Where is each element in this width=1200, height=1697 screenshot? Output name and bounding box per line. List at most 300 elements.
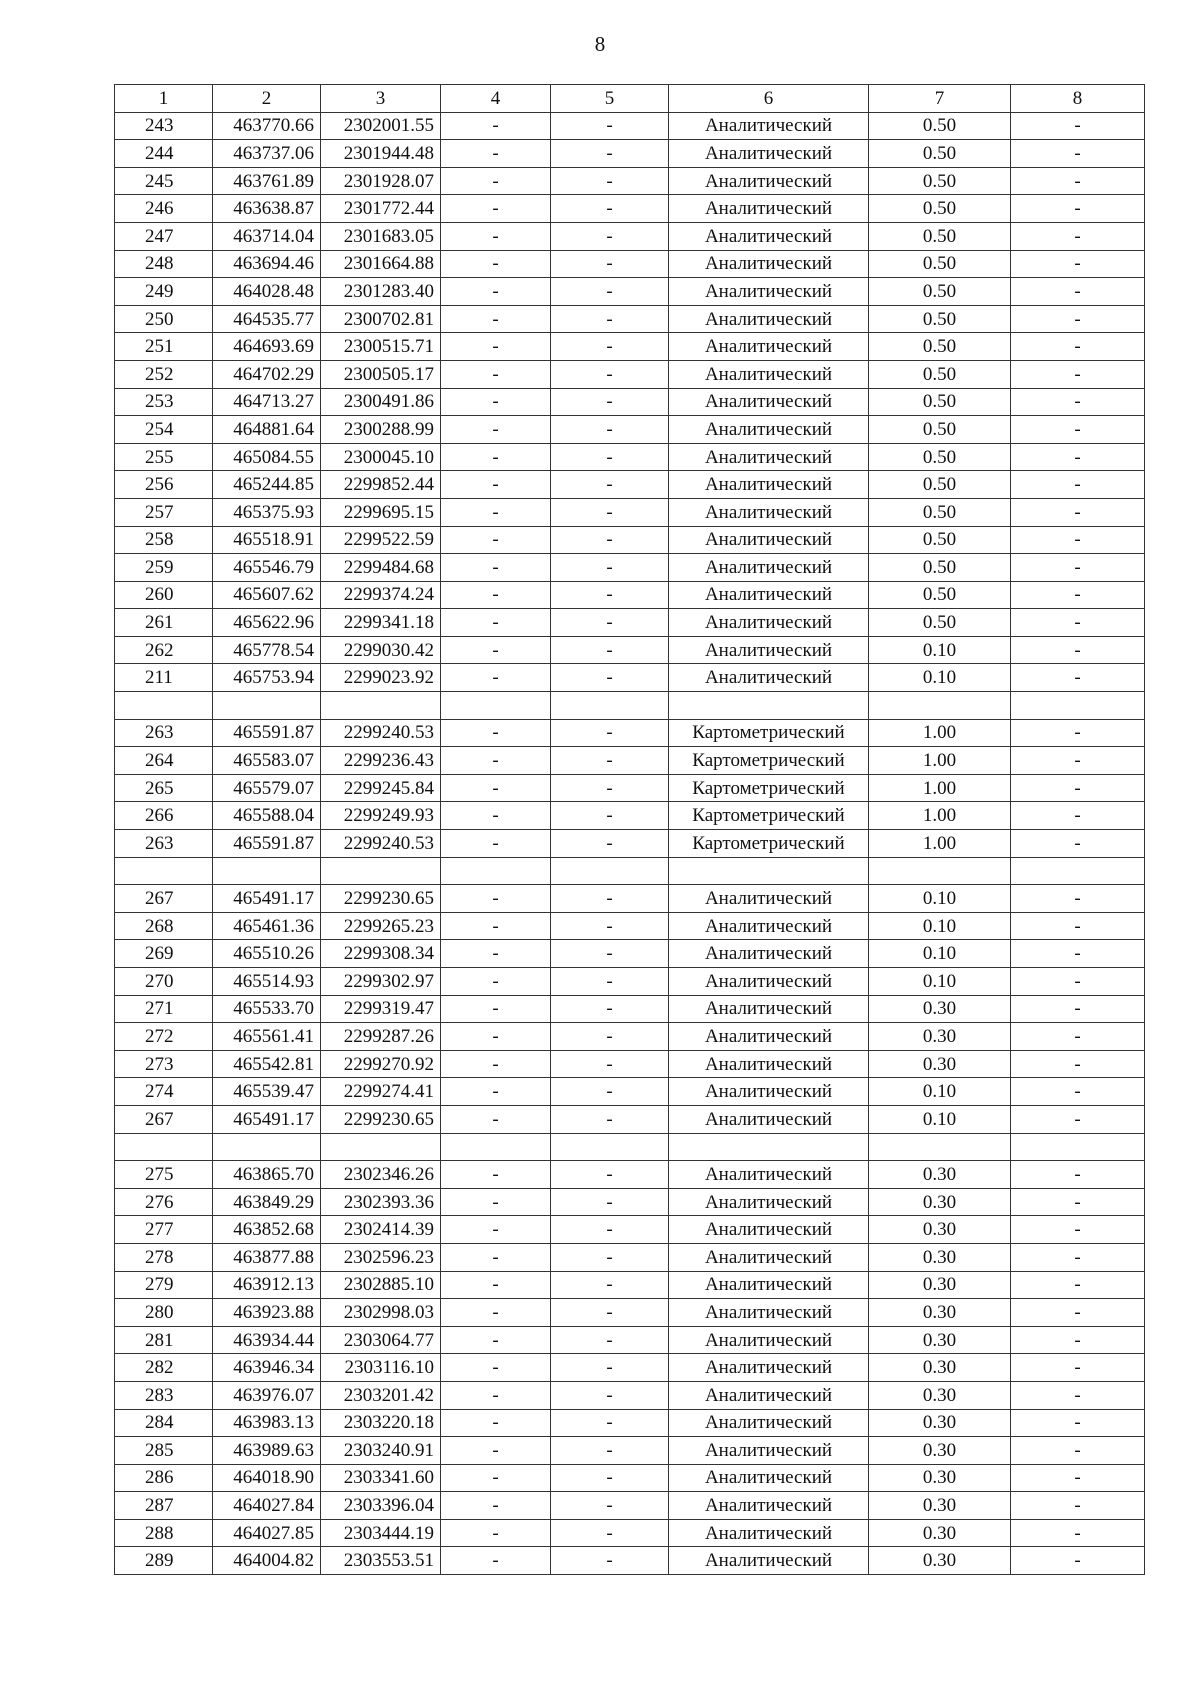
table-cell: 2303341.60 <box>321 1464 441 1492</box>
table-cell: 465518.91 <box>213 526 321 554</box>
table-cell: Картометрический <box>669 802 869 830</box>
table-cell: Аналитический <box>669 664 869 692</box>
table-cell: - <box>441 526 551 554</box>
table-row <box>115 912 1145 940</box>
table-cell: 2299308.34 <box>321 940 441 968</box>
table-cell: 263 <box>115 830 213 858</box>
table-row <box>115 1050 1145 1078</box>
table-cell: - <box>1011 471 1145 499</box>
table-cell: 2299319.47 <box>321 995 441 1023</box>
table-cell: - <box>1011 636 1145 664</box>
table-cell: Аналитический <box>669 112 869 140</box>
table-cell: - <box>441 167 551 195</box>
table-cell: Аналитический <box>669 498 869 526</box>
coordinates-table <box>114 84 1145 1575</box>
table-row <box>115 581 1145 609</box>
table-cell: 252 <box>115 360 213 388</box>
table-cell: - <box>1011 195 1145 223</box>
table-cell: - <box>1011 940 1145 968</box>
table-cell: - <box>1011 305 1145 333</box>
table-cell: 289 <box>115 1547 213 1575</box>
table-cell: 0.50 <box>869 554 1011 582</box>
table-cell: 2302001.55 <box>321 112 441 140</box>
table-cell: 0.50 <box>869 443 1011 471</box>
table-cell: - <box>1011 1381 1145 1409</box>
table-row <box>115 222 1145 250</box>
header-cell: 4 <box>441 85 551 113</box>
table-cell: - <box>551 609 669 637</box>
table-cell: 0.30 <box>869 1519 1011 1547</box>
table-cell: 2299287.26 <box>321 1023 441 1051</box>
table-cell: - <box>551 1105 669 1133</box>
table-cell: 0.30 <box>869 1354 1011 1382</box>
table-cell: 2299302.97 <box>321 968 441 996</box>
table-cell <box>115 1133 213 1161</box>
table-cell: - <box>551 1161 669 1189</box>
table-row <box>115 1519 1145 1547</box>
table-cell: 261 <box>115 609 213 637</box>
table-cell: 464693.69 <box>213 333 321 361</box>
table-cell: 463865.70 <box>213 1161 321 1189</box>
table-cell: - <box>441 1381 551 1409</box>
table-cell: 1.00 <box>869 830 1011 858</box>
table-cell: 262 <box>115 636 213 664</box>
table-cell: 211 <box>115 664 213 692</box>
table-cell: 0.10 <box>869 664 1011 692</box>
header-cell: 6 <box>669 85 869 113</box>
table-cell: Аналитический <box>669 1326 869 1354</box>
table-cell: 0.50 <box>869 581 1011 609</box>
table-cell: Аналитический <box>669 1381 869 1409</box>
table-cell: - <box>551 1464 669 1492</box>
table-cell: 0.50 <box>869 360 1011 388</box>
table-cell: - <box>1011 222 1145 250</box>
table-cell: - <box>1011 360 1145 388</box>
table-cell: 2300491.86 <box>321 388 441 416</box>
table-cell: - <box>441 912 551 940</box>
table-cell: 0.30 <box>869 1326 1011 1354</box>
table-row <box>115 664 1145 692</box>
table-cell: 2299484.68 <box>321 554 441 582</box>
table-cell: 2302393.36 <box>321 1188 441 1216</box>
table-cell: - <box>551 305 669 333</box>
table-cell: 287 <box>115 1492 213 1520</box>
table-cell: 463923.88 <box>213 1299 321 1327</box>
table-cell: 2299852.44 <box>321 471 441 499</box>
table-cell: 465084.55 <box>213 443 321 471</box>
table-cell: 463638.87 <box>213 195 321 223</box>
table-cell <box>551 857 669 885</box>
table-cell: - <box>1011 1464 1145 1492</box>
table-cell: 0.30 <box>869 1437 1011 1465</box>
table-cell: 0.30 <box>869 995 1011 1023</box>
table-cell: - <box>1011 1050 1145 1078</box>
table-row <box>115 774 1145 802</box>
table-cell: - <box>1011 443 1145 471</box>
table-row <box>115 250 1145 278</box>
table-cell: - <box>551 222 669 250</box>
table-cell: - <box>551 1492 669 1520</box>
table-cell: 465244.85 <box>213 471 321 499</box>
table-cell: 464004.82 <box>213 1547 321 1575</box>
table-row <box>115 1133 1145 1161</box>
table-cell: Аналитический <box>669 581 869 609</box>
table-cell: Аналитический <box>669 278 869 306</box>
table-cell: 465491.17 <box>213 885 321 913</box>
table-cell: Аналитический <box>669 609 869 637</box>
table-cell: - <box>551 885 669 913</box>
table-cell: Аналитический <box>669 968 869 996</box>
table-cell: 284 <box>115 1409 213 1437</box>
table-cell: Картометрический <box>669 719 869 747</box>
table-cell: 465539.47 <box>213 1078 321 1106</box>
table-row <box>115 1299 1145 1327</box>
header-cell: 7 <box>869 85 1011 113</box>
table-cell: - <box>551 719 669 747</box>
table-cell <box>1011 692 1145 720</box>
table-cell <box>115 692 213 720</box>
table-cell: 2301683.05 <box>321 222 441 250</box>
table-cell: 256 <box>115 471 213 499</box>
table-cell: 247 <box>115 222 213 250</box>
table-cell: - <box>551 443 669 471</box>
table-cell: - <box>551 940 669 968</box>
header-cell: 5 <box>551 85 669 113</box>
table-cell: - <box>441 360 551 388</box>
table-cell: 464702.29 <box>213 360 321 388</box>
table-cell: - <box>1011 554 1145 582</box>
table-cell: - <box>551 1188 669 1216</box>
table-cell: 2303116.10 <box>321 1354 441 1382</box>
table-cell: 2301283.40 <box>321 278 441 306</box>
table-cell: 464018.90 <box>213 1464 321 1492</box>
table-cell: - <box>441 968 551 996</box>
table-row <box>115 1547 1145 1575</box>
table-cell: 2303220.18 <box>321 1409 441 1437</box>
table-cell: 2302998.03 <box>321 1299 441 1327</box>
table-cell: - <box>1011 1243 1145 1271</box>
table-row <box>115 1492 1145 1520</box>
table-cell: Аналитический <box>669 1078 869 1106</box>
table-cell: 464881.64 <box>213 416 321 444</box>
table-cell: 2299023.92 <box>321 664 441 692</box>
table-cell: Аналитический <box>669 1409 869 1437</box>
table-cell: 283 <box>115 1381 213 1409</box>
table-cell: Аналитический <box>669 360 869 388</box>
table-cell: 464028.48 <box>213 278 321 306</box>
table-cell: - <box>551 1243 669 1271</box>
table-cell: - <box>551 1519 669 1547</box>
table-cell: 0.10 <box>869 912 1011 940</box>
table-cell: 2300515.71 <box>321 333 441 361</box>
table-cell: 1.00 <box>869 747 1011 775</box>
table-cell <box>115 857 213 885</box>
table-row <box>115 305 1145 333</box>
table-cell: 250 <box>115 305 213 333</box>
table-cell: 463770.66 <box>213 112 321 140</box>
table-row <box>115 885 1145 913</box>
table-cell: - <box>1011 140 1145 168</box>
table-cell: - <box>1011 1216 1145 1244</box>
table-cell: Аналитический <box>669 1243 869 1271</box>
table-cell: 0.30 <box>869 1409 1011 1437</box>
table-cell: 257 <box>115 498 213 526</box>
table-cell <box>321 1133 441 1161</box>
table-cell: - <box>551 112 669 140</box>
table-cell: - <box>1011 830 1145 858</box>
table-cell: 269 <box>115 940 213 968</box>
table-cell: Аналитический <box>669 1437 869 1465</box>
table-cell: 2299236.43 <box>321 747 441 775</box>
table-cell: - <box>441 1409 551 1437</box>
table-cell: Аналитический <box>669 1188 869 1216</box>
table-cell: 0.50 <box>869 112 1011 140</box>
table-cell: 281 <box>115 1326 213 1354</box>
table-cell: - <box>441 1271 551 1299</box>
table-row <box>115 554 1145 582</box>
table-cell: - <box>551 333 669 361</box>
table-cell: 465753.94 <box>213 664 321 692</box>
table-cell: 267 <box>115 1105 213 1133</box>
table-cell: Аналитический <box>669 636 869 664</box>
table-cell: 465461.36 <box>213 912 321 940</box>
table-cell: - <box>441 498 551 526</box>
table-cell: Аналитический <box>669 250 869 278</box>
table-cell: - <box>441 1299 551 1327</box>
table-cell: - <box>551 774 669 802</box>
table-cell: - <box>551 1547 669 1575</box>
table-cell: - <box>551 581 669 609</box>
table-row <box>115 1243 1145 1271</box>
table-cell: - <box>551 830 669 858</box>
table-cell: 0.30 <box>869 1464 1011 1492</box>
table-cell <box>669 1133 869 1161</box>
table-cell: 2299030.42 <box>321 636 441 664</box>
table-cell: - <box>1011 1299 1145 1327</box>
table-cell: - <box>441 1050 551 1078</box>
table-cell: - <box>551 554 669 582</box>
table-cell: 465533.70 <box>213 995 321 1023</box>
table-cell: 465491.17 <box>213 1105 321 1133</box>
table-cell: - <box>441 1188 551 1216</box>
table-cell: - <box>441 1078 551 1106</box>
table-cell: 1.00 <box>869 774 1011 802</box>
table-cell: Аналитический <box>669 222 869 250</box>
table-cell: 464027.85 <box>213 1519 321 1547</box>
table-cell: - <box>551 360 669 388</box>
table-row <box>115 443 1145 471</box>
table-cell: 0.30 <box>869 1050 1011 1078</box>
table-cell: 465542.81 <box>213 1050 321 1078</box>
table-cell: 0.30 <box>869 1216 1011 1244</box>
table-cell: 2299240.53 <box>321 830 441 858</box>
table-cell: 265 <box>115 774 213 802</box>
table-cell: - <box>1011 1492 1145 1520</box>
table-cell: 285 <box>115 1437 213 1465</box>
table-cell: - <box>441 747 551 775</box>
table-cell: - <box>441 1161 551 1189</box>
table-cell: 465561.41 <box>213 1023 321 1051</box>
table-cell: Аналитический <box>669 526 869 554</box>
table-row <box>115 940 1145 968</box>
table-cell: 248 <box>115 250 213 278</box>
table-cell: 0.30 <box>869 1188 1011 1216</box>
table-cell: - <box>1011 1519 1145 1547</box>
table-cell: 2300288.99 <box>321 416 441 444</box>
table-row <box>115 471 1145 499</box>
table-cell: 0.50 <box>869 167 1011 195</box>
table-cell: 465591.87 <box>213 719 321 747</box>
table-row <box>115 1023 1145 1051</box>
table-cell: - <box>441 305 551 333</box>
table-cell: 2299249.93 <box>321 802 441 830</box>
table-cell: 0.50 <box>869 498 1011 526</box>
table-cell: 2302596.23 <box>321 1243 441 1271</box>
table-cell: - <box>441 333 551 361</box>
table-cell: 464027.84 <box>213 1492 321 1520</box>
table-cell: 267 <box>115 885 213 913</box>
table-row <box>115 1464 1145 1492</box>
table-cell: 465579.07 <box>213 774 321 802</box>
table-cell: 246 <box>115 195 213 223</box>
table-cell: - <box>1011 278 1145 306</box>
table-cell: 0.30 <box>869 1492 1011 1520</box>
table-cell <box>551 1133 669 1161</box>
table-cell: - <box>441 719 551 747</box>
table-cell: - <box>441 140 551 168</box>
table-cell: - <box>551 802 669 830</box>
table-cell: 465778.54 <box>213 636 321 664</box>
table-cell: 0.30 <box>869 1243 1011 1271</box>
header-row <box>115 85 1145 113</box>
table-cell: - <box>551 388 669 416</box>
table-cell: 0.10 <box>869 1078 1011 1106</box>
table-cell: 465607.62 <box>213 581 321 609</box>
table-row <box>115 1105 1145 1133</box>
table-cell: - <box>1011 609 1145 637</box>
table-cell: 260 <box>115 581 213 609</box>
table-cell: 251 <box>115 333 213 361</box>
table-cell: Аналитический <box>669 940 869 968</box>
table-row <box>115 636 1145 664</box>
table-cell: Аналитический <box>669 140 869 168</box>
table-cell: Аналитический <box>669 305 869 333</box>
header-cell: 8 <box>1011 85 1145 113</box>
table-cell: - <box>1011 526 1145 554</box>
table-cell: Аналитический <box>669 443 869 471</box>
table-cell: - <box>551 664 669 692</box>
table-cell: 464535.77 <box>213 305 321 333</box>
table-cell: 463989.63 <box>213 1437 321 1465</box>
table-row <box>115 1078 1145 1106</box>
table-cell: 2299240.53 <box>321 719 441 747</box>
table-cell: 2299265.23 <box>321 912 441 940</box>
table-cell: 2299341.18 <box>321 609 441 637</box>
table-cell: 465546.79 <box>213 554 321 582</box>
table-cell: 271 <box>115 995 213 1023</box>
table-cell <box>869 692 1011 720</box>
table-row <box>115 388 1145 416</box>
table-cell: 2302885.10 <box>321 1271 441 1299</box>
table-cell: Аналитический <box>669 416 869 444</box>
table-cell: - <box>441 416 551 444</box>
table-cell: 2299270.92 <box>321 1050 441 1078</box>
table-cell: 286 <box>115 1464 213 1492</box>
table-cell: Аналитический <box>669 1299 869 1327</box>
table-cell: - <box>551 167 669 195</box>
table-cell: 0.30 <box>869 1299 1011 1327</box>
table-cell: Аналитический <box>669 1547 869 1575</box>
table-cell: 0.50 <box>869 140 1011 168</box>
table-cell: - <box>1011 664 1145 692</box>
table-cell: Аналитический <box>669 995 869 1023</box>
header-cell: 1 <box>115 85 213 113</box>
table-cell: 258 <box>115 526 213 554</box>
table-cell: - <box>551 526 669 554</box>
table-cell: - <box>1011 774 1145 802</box>
table-cell: - <box>441 1437 551 1465</box>
table-cell: - <box>441 278 551 306</box>
table-cell: - <box>1011 1023 1145 1051</box>
table-cell: 0.10 <box>869 968 1011 996</box>
table-cell: 2303201.42 <box>321 1381 441 1409</box>
table-cell: 463852.68 <box>213 1216 321 1244</box>
table-cell <box>441 692 551 720</box>
table-cell: - <box>1011 802 1145 830</box>
table-cell: - <box>1011 1354 1145 1382</box>
table-cell: - <box>441 250 551 278</box>
table-cell: 253 <box>115 388 213 416</box>
table-cell: - <box>551 968 669 996</box>
table-row <box>115 195 1145 223</box>
table-cell: 0.50 <box>869 526 1011 554</box>
table-cell: - <box>551 195 669 223</box>
table-row <box>115 802 1145 830</box>
header-cell: 2 <box>213 85 321 113</box>
table-cell: Аналитический <box>669 1492 869 1520</box>
table-cell: - <box>441 940 551 968</box>
table-cell: - <box>441 554 551 582</box>
table-cell: 463694.46 <box>213 250 321 278</box>
table-cell: - <box>551 1354 669 1382</box>
table-cell: Аналитический <box>669 1271 869 1299</box>
table-cell: 279 <box>115 1271 213 1299</box>
table-row <box>115 140 1145 168</box>
table-cell: 465510.26 <box>213 940 321 968</box>
table-cell: - <box>1011 719 1145 747</box>
table-cell: - <box>441 1464 551 1492</box>
table-cell: Аналитический <box>669 885 869 913</box>
table-cell: 288 <box>115 1519 213 1547</box>
table-cell: 2299522.59 <box>321 526 441 554</box>
table-row <box>115 526 1145 554</box>
table-cell <box>441 1133 551 1161</box>
table-cell: 465588.04 <box>213 802 321 830</box>
table-cell: 2301772.44 <box>321 195 441 223</box>
table-cell: 255 <box>115 443 213 471</box>
table-row <box>115 857 1145 885</box>
table-cell: 0.50 <box>869 278 1011 306</box>
table-cell: 463976.07 <box>213 1381 321 1409</box>
table-cell <box>551 692 669 720</box>
table-cell: - <box>551 1050 669 1078</box>
table-cell: - <box>1011 1188 1145 1216</box>
table-cell: 0.50 <box>869 305 1011 333</box>
table-cell: - <box>551 250 669 278</box>
table-cell: 463761.89 <box>213 167 321 195</box>
table-cell: 263 <box>115 719 213 747</box>
table-cell: - <box>441 388 551 416</box>
